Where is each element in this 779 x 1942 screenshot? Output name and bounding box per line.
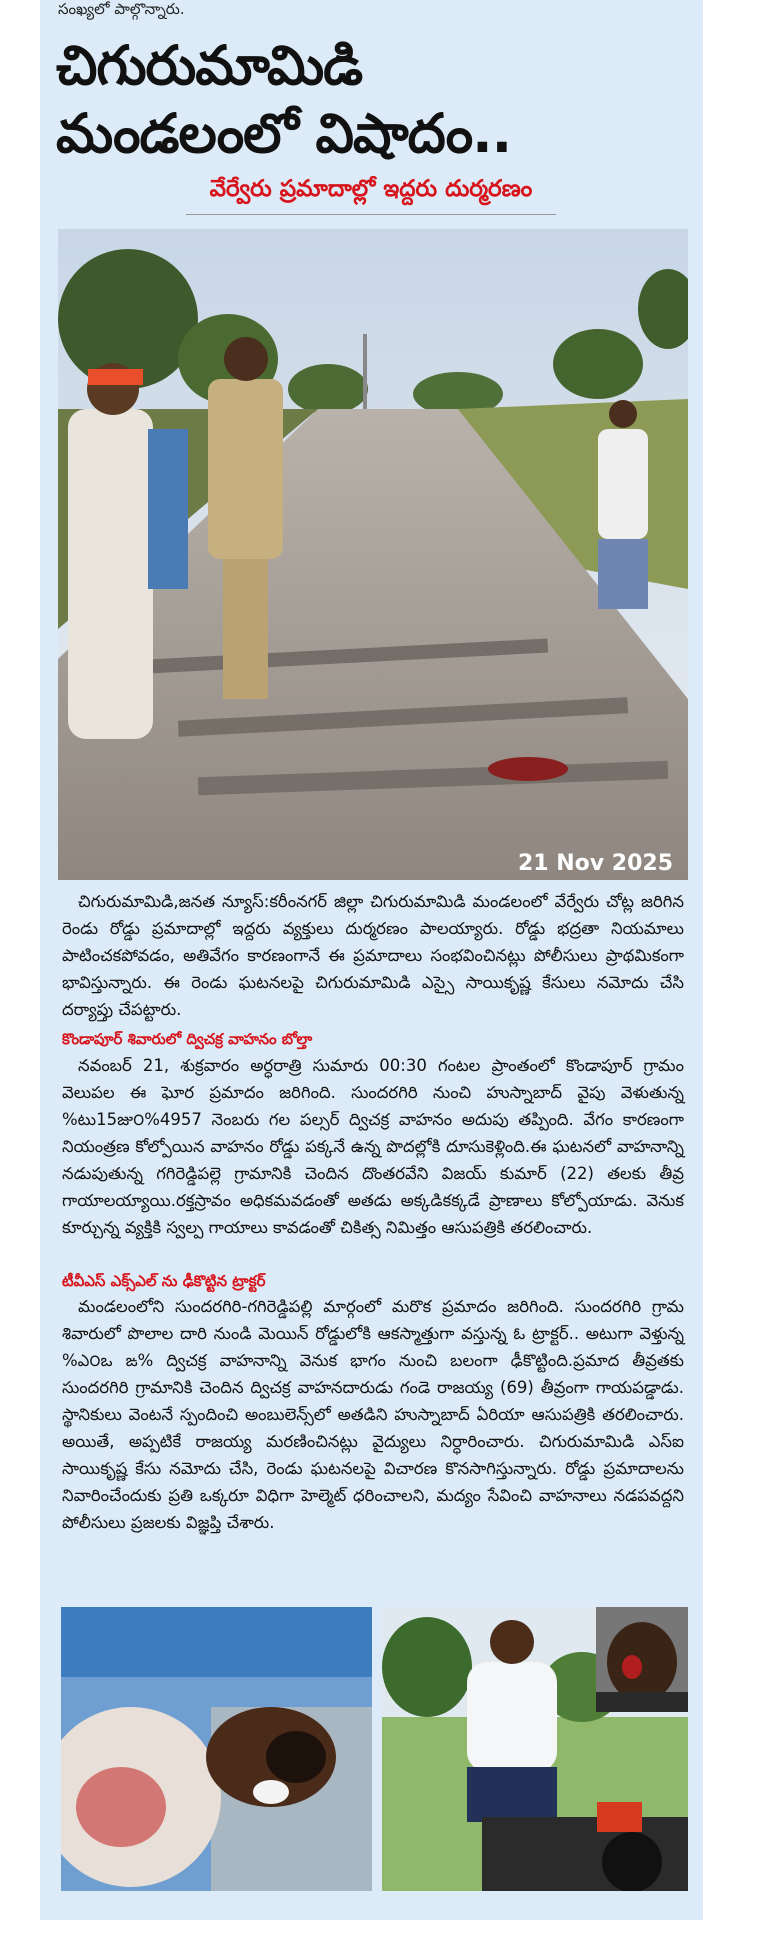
headline-line-2: మండలంలో విషాదం..: [56, 102, 512, 165]
accident-scene-photo: [58, 229, 688, 880]
paragraph-intro: [62, 888, 684, 1023]
paragraph-3: మండలంలోని సుందరగిరి-గగిరెడ్డిపల్లి మార్గంలో మరొక ప్రమాదం జరిగింది. సుందరగిరి గ్రామ శివారులో పొలాల దారి నుండి మెయిన్ రోడ్డులోకి ఆకస్మాత్తుగా వస్తున్న ఓ ట్రాక్టర్.. అటుగా వెళ్తున్న %ఎ౦ఒ ఙ% ద్విచక్ర వాహనాన్ని వెనుక భాగం నుంచి బలంగా ఢీకొట్టింది.ప్రమాద తీవ్రతకు సుందరగిరి గ్రామానికి చెందిన ద్విచక్ర వాహనదారుడు గండె రాజయ్య (69) తీవ్రంగా గాయపడ్డాడు. స్థానికులు వెంటనే స్పందించి అంబులెన్స్‌లో అతడిని హుస్నాబాద్ ఏరియా ఆసుపత్రికి తరలించారు. అయితే, అప్పటికే రాజయ్య మరణించినట్లు వైద్యులు నిర్ధారించారు. చిగురుమామిడి ఎస్ఐ సాయికృష్ణ కేసు నమోదు చేసి, రెండు ఘటనలపై విచారణ కొనసాగిస్తున్నారు. రోడ్డు ప్రమాదాలను నివారించేందుకు ప్రతి ఒక్కరూ విధిగా హెల్మెట్ ధరించాలని, మద్యం సేవించి వాహనాలు నడపవద్దని పోలీసులు ప్రజలకు విజ్ఞప్తి చేశారు.: [62, 1297, 684, 1532]
victim-photo-right: [382, 1607, 688, 1891]
man-on-bike-image: [382, 1607, 688, 1891]
victim-photo-left: [61, 1607, 372, 1891]
road-scene-image: [58, 229, 688, 880]
previous-article-tail: సంఖ్యలో పాల్గొన్నారు.: [58, 0, 185, 18]
subheadline: వేర్వేరు ప్రమాదాల్లో ఇద్దరు దుర్మరణం: [186, 176, 556, 215]
photo-date-stamp: 21 Nov 2025: [518, 851, 674, 876]
paragraph-kondapur: [62, 1052, 684, 1241]
headline-line-1: చిగురుమామిడి: [56, 34, 363, 97]
paragraph-1: చిగురుమామిడి,జనత న్యూస్:కరీంనగర్ జిల్లా చిగురుమామిడి మండలంలో వేర్వేరు చోట్ల జరిగిన రెండు రోడ్డు ప్రమాదాల్లో ఇద్దరు వ్యక్తులు దుర్మరణం పాలయ్యారు. రోడ్డు భద్రతా నియమాలు పాటించకపోవడం, అతివేగం కారణంగానే ఈ ప్రమాదాలు సంభవించినట్లు పోలీసులు ప్రాథమికంగా భావిస్తున్నారు. ఈ రెండు ఘటనలపై చిగురుమామిడి ఎస్సై సాయికృష్ణ కేసులు నమోదు చేసి దర్యాప్తు చేపట్టారు.: [62, 892, 684, 1019]
paragraph-sundaragiri: [62, 1293, 684, 1536]
victim-image: [61, 1607, 372, 1891]
subtitle-tractor-accident: టీవీఎస్ ఎక్స్ఎల్ ను ఢీకొట్టిన ట్రాక్టర్: [62, 1272, 266, 1290]
subtitle-kondapur-accident: కొండాపూర్ శివారులో ద్విచక్ర వాహనం బోల్తా: [62, 1030, 313, 1048]
paragraph-2: నవంబర్ 21, శుక్రవారం అర్ధరాత్రి సుమారు 00:30 గంటల ప్రాంతంలో కొండాపూర్ గ్రామం వెలుపల ఈ ఘోర ప్రమాదం జరిగింది. సుందరగిరి నుంచి హుస్నాబాద్ వైపు వెళుతున్న %టు15జు౦%4957 నెంబరు గల పల్సర్ ద్విచక్ర వాహనం అదుపు తప్పింది. వేగం కారణంగా నియంత్రణ కోల్పోయిన వాహనం రోడ్డు పక్కనే ఉన్న పొదల్లోకి దూసుకెళ్లింది.ఈ ఘటనలో వాహనాన్ని నడుపుతున్న గగిరెడ్డిపల్లె గ్రామానికి చెందిన దొంతరవేని విజయ్ కుమార్ (22) తలకు తీవ్ర గాయాలయ్యాయి.రక్తస్రావం అధికమవడంతో అతడు అక్కడికక్కడే ప్రాణాలు కోల్పోయాడు. వెనుక కూర్చున్న వ్యక్తికి స్వల్ప గాయాలు కావడంతో చికిత్స నిమిత్తం ఆసుపత్రికి తరలించారు.: [62, 1056, 684, 1237]
headline: [56, 32, 696, 168]
